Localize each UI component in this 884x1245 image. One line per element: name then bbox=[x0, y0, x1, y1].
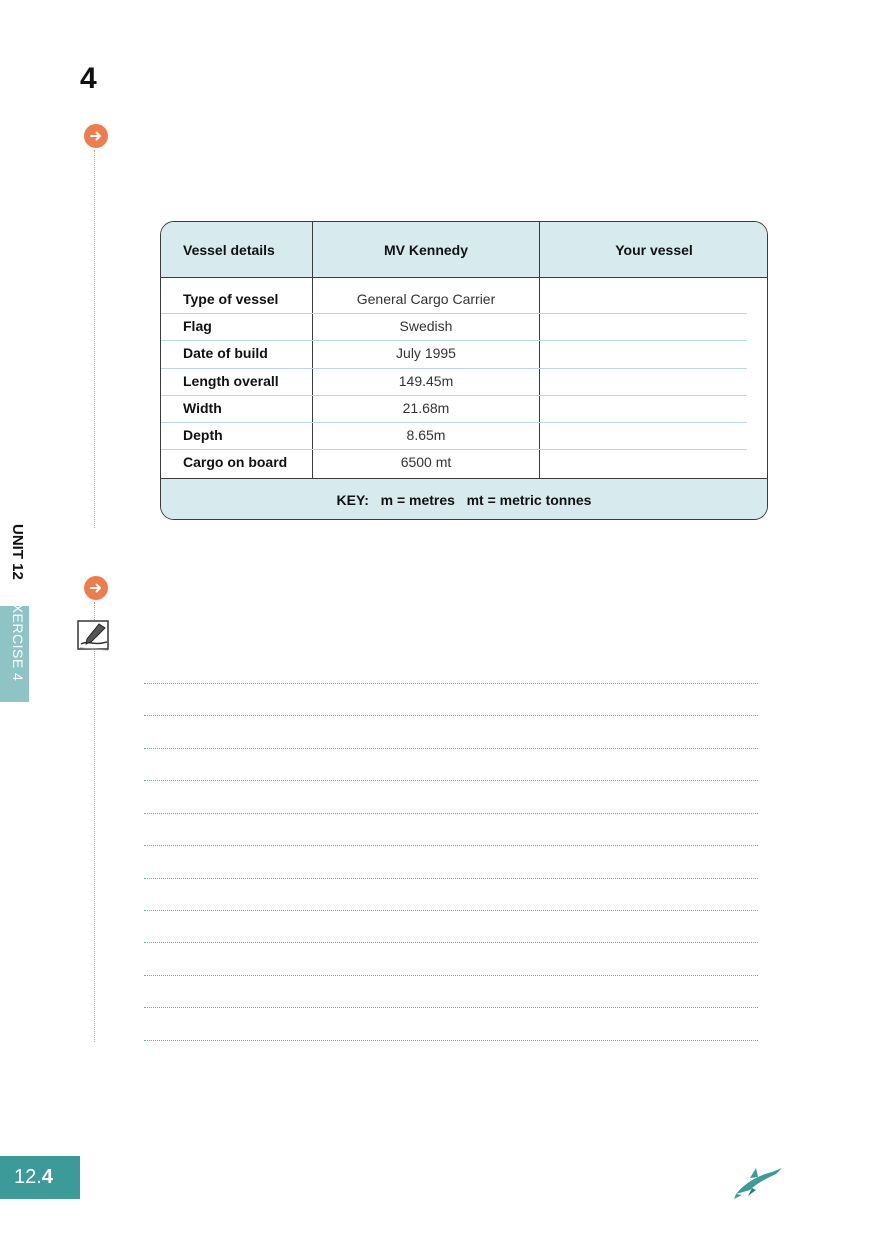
header-vessel-details: Vessel details bbox=[183, 241, 275, 258]
row-label: Date of build bbox=[183, 345, 268, 362]
table-row bbox=[161, 314, 767, 341]
row-value: Swedish bbox=[399, 318, 453, 335]
writing-line[interactable] bbox=[144, 878, 758, 879]
table-key: KEY: m = metres mt = metric tonnes bbox=[161, 478, 767, 520]
header-your-vessel: Your vessel bbox=[615, 241, 693, 258]
table-row bbox=[161, 341, 767, 368]
exercise-label: EXERCISE 4 bbox=[10, 593, 26, 682]
header-mv-kennedy: MV Kennedy bbox=[383, 241, 468, 258]
unit-label: UNIT 12 bbox=[9, 524, 26, 580]
writing-line[interactable] bbox=[144, 683, 758, 684]
table-body bbox=[161, 287, 767, 477]
margin-line bbox=[94, 150, 95, 528]
page-number-badge bbox=[0, 1156, 80, 1199]
table-row bbox=[161, 287, 767, 314]
writing-line[interactable] bbox=[144, 780, 758, 781]
writing-line[interactable] bbox=[144, 910, 758, 911]
row-value: July 1995 bbox=[396, 345, 456, 362]
row-value: 6500 mt bbox=[400, 454, 452, 471]
pen-writing-icon bbox=[77, 620, 111, 652]
exercise-number: 4 bbox=[80, 62, 97, 95]
arrow-right-icon bbox=[84, 124, 108, 148]
table-row bbox=[161, 423, 767, 450]
arrow-right-icon bbox=[84, 576, 108, 600]
dolphin-logo-icon bbox=[732, 1162, 784, 1200]
writing-line[interactable] bbox=[144, 845, 758, 846]
vessel-details-table bbox=[160, 221, 768, 520]
row-label: Length overall bbox=[183, 372, 279, 389]
row-label: Cargo on board bbox=[183, 454, 288, 471]
writing-line[interactable] bbox=[144, 1007, 758, 1008]
row-value: 8.65m bbox=[406, 426, 446, 443]
writing-line[interactable] bbox=[144, 813, 758, 814]
table-row bbox=[161, 450, 767, 477]
page-number: 4 bbox=[41, 1166, 53, 1188]
row-value: 149.45m bbox=[398, 372, 454, 389]
row-label: Depth bbox=[183, 426, 223, 443]
table-row bbox=[161, 396, 767, 423]
unit-side-label bbox=[9, 524, 26, 681]
page-section: 12. bbox=[14, 1166, 42, 1188]
row-label: Width bbox=[183, 399, 222, 416]
writing-line[interactable] bbox=[144, 1040, 758, 1041]
row-value: 21.68m bbox=[402, 399, 450, 416]
writing-line[interactable] bbox=[144, 942, 758, 943]
row-value: General Cargo Carrier bbox=[356, 291, 496, 307]
margin-line bbox=[94, 602, 95, 1042]
writing-line[interactable] bbox=[144, 715, 758, 716]
table-row bbox=[161, 369, 767, 396]
writing-line[interactable] bbox=[144, 748, 758, 749]
row-label: Type of vessel bbox=[183, 291, 279, 307]
row-label: Flag bbox=[183, 318, 212, 335]
writing-line[interactable] bbox=[144, 975, 758, 976]
